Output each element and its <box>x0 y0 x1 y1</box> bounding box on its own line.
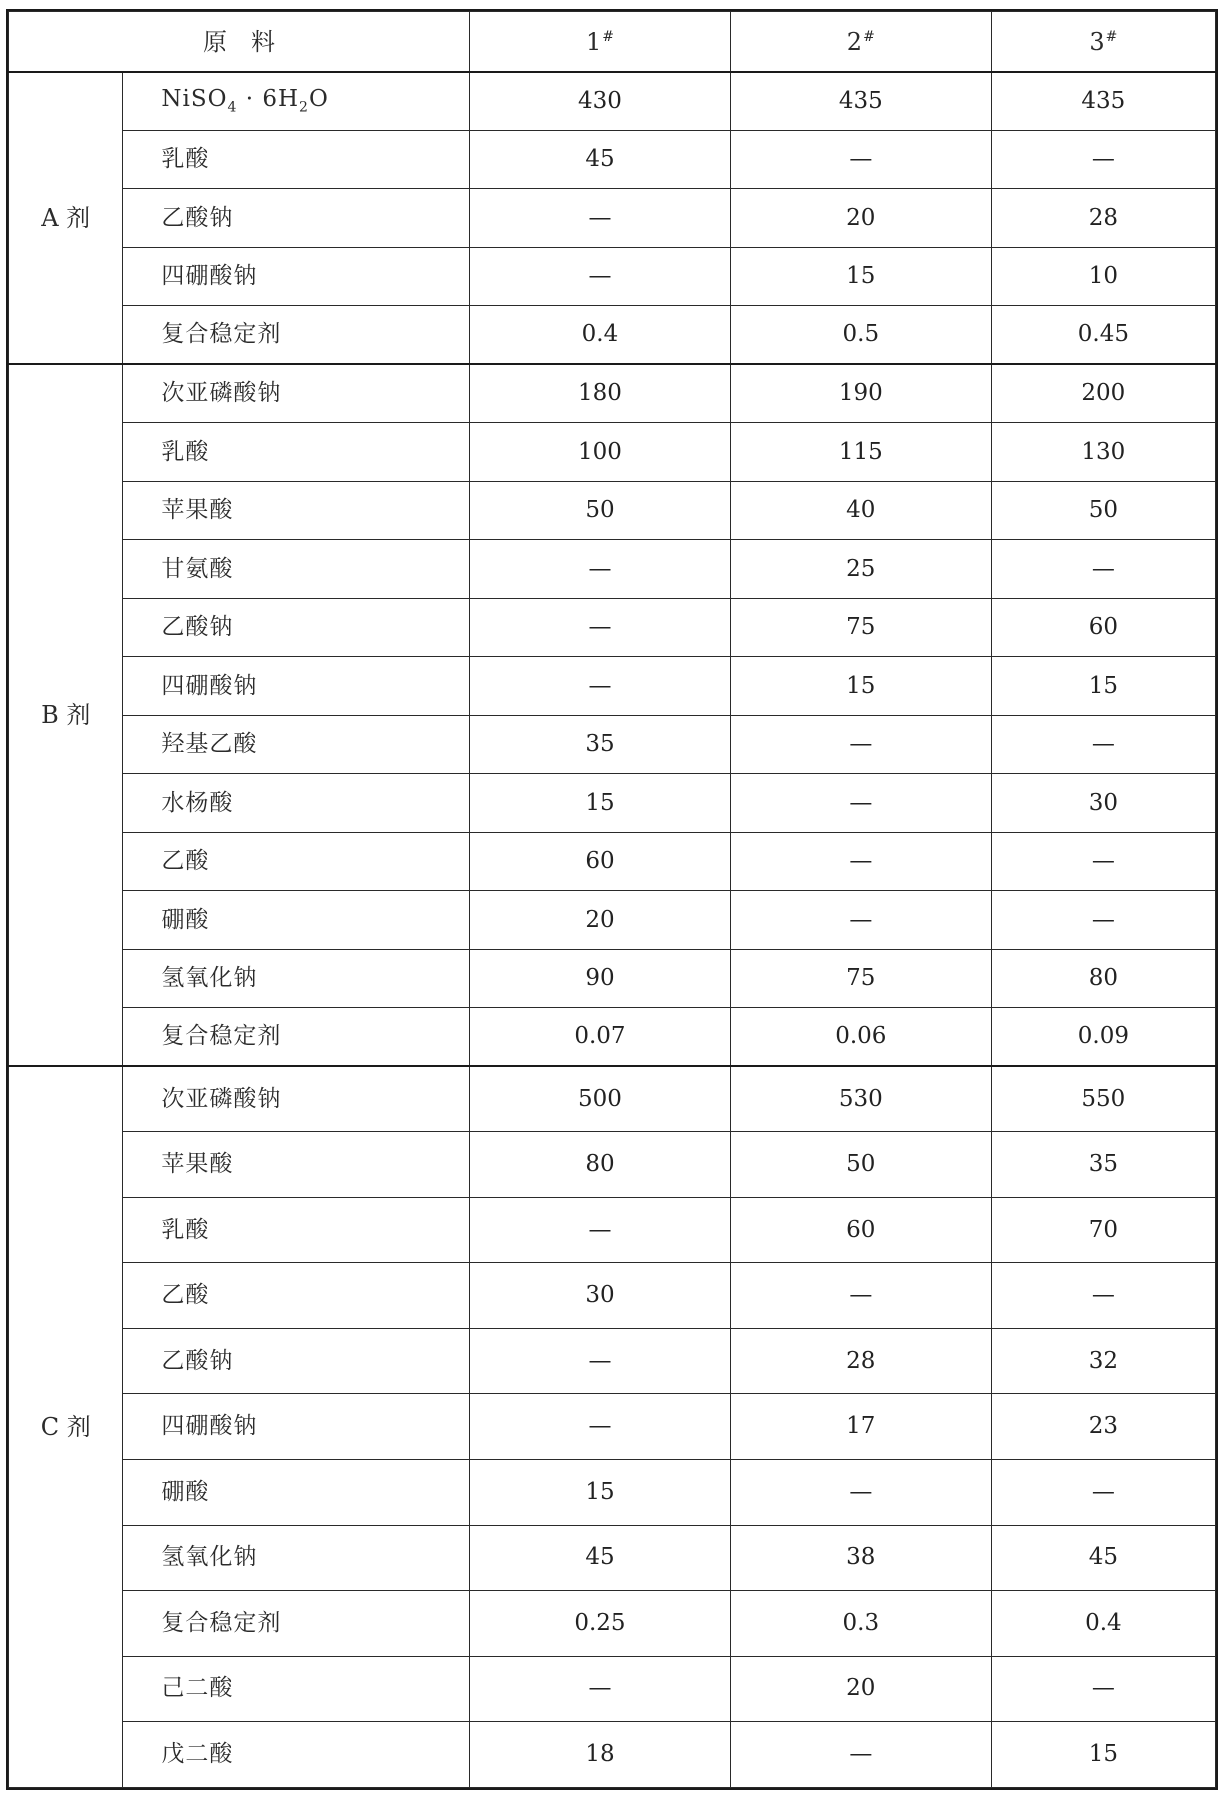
table-row <box>9 247 1216 305</box>
formula-2-value: — <box>730 1722 991 1788</box>
formula-3-value: 15 <box>991 657 1215 715</box>
table-row <box>9 832 1216 890</box>
formula-1-value: 15 <box>470 774 731 832</box>
formula-2-value: 15 <box>730 247 991 305</box>
formula-2-value: 20 <box>730 1656 991 1722</box>
material-name: 乳酸 <box>123 1197 470 1263</box>
table-row <box>9 481 1216 539</box>
group-label: C 剂 <box>9 1066 123 1787</box>
formula-1-value: — <box>470 657 731 715</box>
formula-2-value: 0.06 <box>730 1008 991 1066</box>
formula-2-value: 190 <box>730 364 991 422</box>
material-name: 戊二酸 <box>123 1722 470 1788</box>
group-label: A 剂 <box>9 72 123 364</box>
table-row <box>9 949 1216 1007</box>
material-name: 乳酸 <box>123 130 470 188</box>
formula-2-value: 38 <box>730 1525 991 1591</box>
formula-1-value: 20 <box>470 891 731 949</box>
material-name: 复合稳定剂 <box>123 1008 470 1066</box>
material-name: 四硼酸钠 <box>123 657 470 715</box>
formula-1-value: 100 <box>470 423 731 481</box>
material-name: 乙酸钠 <box>123 598 470 656</box>
formula-1-value: 60 <box>470 832 731 890</box>
formula-1-value: 500 <box>470 1066 731 1132</box>
material-name: 乙酸钠 <box>123 1328 470 1394</box>
table-row <box>9 891 1216 949</box>
formula-2-value: — <box>730 891 991 949</box>
table-row <box>9 1066 1216 1132</box>
material-name: 硼酸 <box>123 891 470 949</box>
formula-3-value: 50 <box>991 481 1215 539</box>
formula-2-value: — <box>730 715 991 773</box>
table-row <box>9 1394 1216 1460</box>
material-name: 甘氨酸 <box>123 540 470 598</box>
formula-3-value: 32 <box>991 1328 1215 1394</box>
table-row <box>9 423 1216 481</box>
formula-1-value: 15 <box>470 1460 731 1526</box>
formula-2-value: — <box>730 130 991 188</box>
formulation-table-frame <box>6 9 1218 1790</box>
table-row <box>9 1525 1216 1591</box>
formula-1-value: — <box>470 1197 731 1263</box>
formula-1-value: 45 <box>470 1525 731 1591</box>
formula-1-value: 0.07 <box>470 1008 731 1066</box>
formula-2-value: 60 <box>730 1197 991 1263</box>
formula-2-value: 50 <box>730 1132 991 1198</box>
table-row <box>9 540 1216 598</box>
formula-3-value: 435 <box>991 72 1215 130</box>
formula-1-value: — <box>470 247 731 305</box>
material-name: NiSO$_4$ · $6H_2O$ <box>123 72 470 130</box>
material-name: 苹果酸 <box>123 481 470 539</box>
header-formula-3 <box>991 12 1215 73</box>
formula-1-value: — <box>470 598 731 656</box>
header-formula-1 <box>470 12 731 73</box>
table-row <box>9 657 1216 715</box>
formula-3-value: — <box>991 891 1215 949</box>
formula-3-value: — <box>991 540 1215 598</box>
material-name: 四硼酸钠 <box>123 1394 470 1460</box>
material-name: 氢氧化钠 <box>123 1525 470 1591</box>
formula-3-value: 550 <box>991 1066 1215 1132</box>
table-row <box>9 189 1216 247</box>
formula-2-value: 75 <box>730 598 991 656</box>
table-row <box>9 1008 1216 1066</box>
formula-1-value: 0.4 <box>470 306 731 364</box>
table-row <box>9 1722 1216 1788</box>
material-name: 水杨酸 <box>123 774 470 832</box>
formula-1-value: 180 <box>470 364 731 422</box>
header-row <box>9 12 1216 73</box>
material-name: 乳酸 <box>123 423 470 481</box>
formula-1-value: 90 <box>470 949 731 1007</box>
header-formula-2-label: 2# <box>846 27 875 56</box>
formula-3-value: 60 <box>991 598 1215 656</box>
material-name: 乙酸 <box>123 1263 470 1329</box>
header-material: 原 料 <box>9 12 470 73</box>
table-row <box>9 72 1216 130</box>
formula-3-value: 23 <box>991 1394 1215 1460</box>
formula-3-value: — <box>991 1460 1215 1526</box>
material-name: 次亚磷酸钠 <box>123 364 470 422</box>
material-name: 复合稳定剂 <box>123 1591 470 1657</box>
formula-1-value: 80 <box>470 1132 731 1198</box>
formula-2-value: 20 <box>730 189 991 247</box>
table-row <box>9 1328 1216 1394</box>
formula-1-value: — <box>470 1394 731 1460</box>
formula-3-value: — <box>991 130 1215 188</box>
formula-2-value: — <box>730 774 991 832</box>
formula-1-value: 430 <box>470 72 731 130</box>
formula-2-value: 0.5 <box>730 306 991 364</box>
formula-2-value: 75 <box>730 949 991 1007</box>
formula-2-value: 40 <box>730 481 991 539</box>
formula-1-value: 0.25 <box>470 1591 731 1657</box>
formula-2-value: 28 <box>730 1328 991 1394</box>
material-name: 次亚磷酸钠 <box>123 1066 470 1132</box>
formula-2-value: 17 <box>730 1394 991 1460</box>
formula-1-value: — <box>470 189 731 247</box>
formula-3-value: — <box>991 715 1215 773</box>
formula-1-value: 45 <box>470 130 731 188</box>
header-formula-3-label: 3# <box>1089 27 1118 56</box>
formula-3-value: 35 <box>991 1132 1215 1198</box>
formula-2-value: 115 <box>730 423 991 481</box>
material-name: 硼酸 <box>123 1460 470 1526</box>
material-name: 己二酸 <box>123 1656 470 1722</box>
formula-1-value: — <box>470 540 731 598</box>
formula-3-value: 10 <box>991 247 1215 305</box>
formula-2-value: — <box>730 832 991 890</box>
table-row <box>9 774 1216 832</box>
formula-1-value: 18 <box>470 1722 731 1788</box>
formula-2-value: — <box>730 1263 991 1329</box>
formula-2-value: 530 <box>730 1066 991 1132</box>
formula-1-value: 50 <box>470 481 731 539</box>
formula-3-value: 80 <box>991 949 1215 1007</box>
formula-3-value: 0.45 <box>991 306 1215 364</box>
table-row <box>9 1656 1216 1722</box>
formula-1-value: 30 <box>470 1263 731 1329</box>
table-row <box>9 1132 1216 1198</box>
formula-2-value: 25 <box>730 540 991 598</box>
table-row <box>9 306 1216 364</box>
material-name: 苹果酸 <box>123 1132 470 1198</box>
formula-3-value: 70 <box>991 1197 1215 1263</box>
formula-3-value: 15 <box>991 1722 1215 1788</box>
table-row <box>9 1460 1216 1526</box>
table-row <box>9 130 1216 188</box>
formula-1-value: 35 <box>470 715 731 773</box>
formula-3-value: — <box>991 1656 1215 1722</box>
material-name: 复合稳定剂 <box>123 306 470 364</box>
formula-3-value: 0.4 <box>991 1591 1215 1657</box>
formulation-table <box>8 11 1216 1788</box>
header-formula-2 <box>730 12 991 73</box>
table-row <box>9 1591 1216 1657</box>
material-name: 羟基乙酸 <box>123 715 470 773</box>
formula-2-value: 15 <box>730 657 991 715</box>
table-body <box>9 12 1216 1788</box>
material-name: 四硼酸钠 <box>123 247 470 305</box>
formula-2-value: 0.3 <box>730 1591 991 1657</box>
formula-3-value: 45 <box>991 1525 1215 1591</box>
table-row <box>9 1263 1216 1329</box>
table-row <box>9 1197 1216 1263</box>
formula-2-value: — <box>730 1460 991 1526</box>
formula-3-value: 200 <box>991 364 1215 422</box>
group-label: B 剂 <box>9 364 123 1066</box>
material-name: 氢氧化钠 <box>123 949 470 1007</box>
formula-3-value: — <box>991 1263 1215 1329</box>
table-row <box>9 598 1216 656</box>
formula-1-value: — <box>470 1656 731 1722</box>
formula-2-value: 435 <box>730 72 991 130</box>
table-row <box>9 364 1216 422</box>
header-formula-1-label: 1# <box>585 27 614 56</box>
formula-3-value: 130 <box>991 423 1215 481</box>
formula-3-value: 30 <box>991 774 1215 832</box>
table-row <box>9 715 1216 773</box>
material-name: 乙酸钠 <box>123 189 470 247</box>
formula-1-value: — <box>470 1328 731 1394</box>
formula-3-value: — <box>991 832 1215 890</box>
material-name: 乙酸 <box>123 832 470 890</box>
formula-3-value: 0.09 <box>991 1008 1215 1066</box>
formula-3-value: 28 <box>991 189 1215 247</box>
